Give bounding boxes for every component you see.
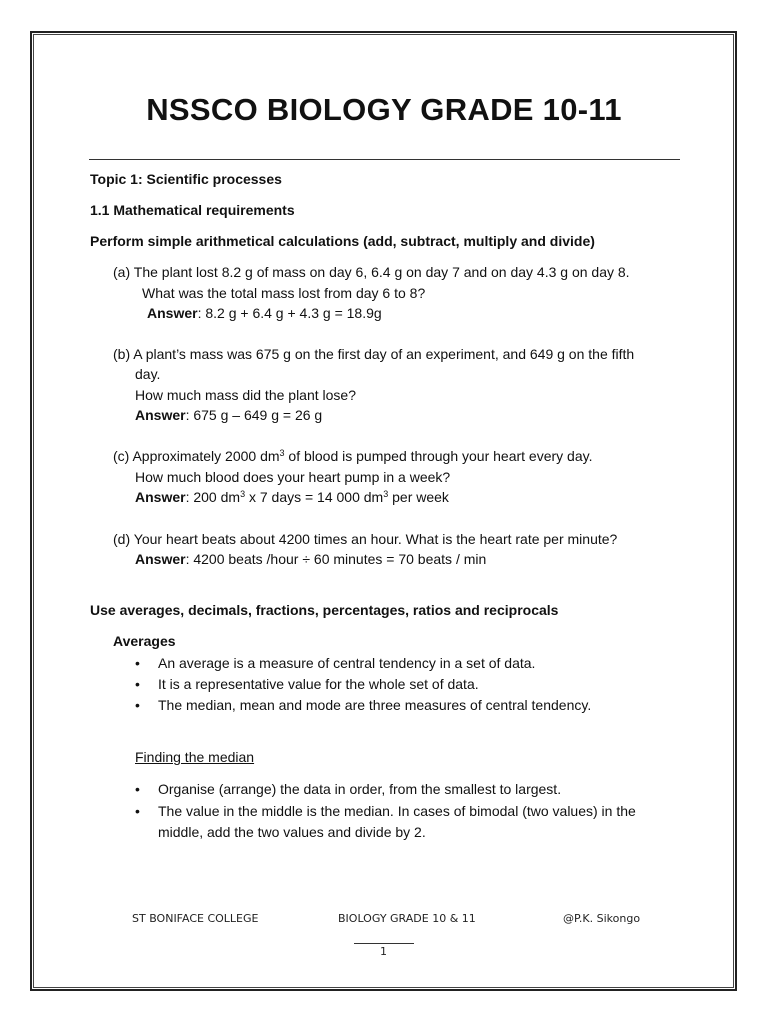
question-b-answer: [135, 407, 322, 423]
bullet-icon: •: [135, 697, 140, 713]
question-a-line1: [113, 264, 630, 280]
footer-school: ST BONIFACE COLLEGE: [132, 912, 259, 925]
question-b-line2: day.: [135, 366, 161, 382]
question-d-line1: [113, 531, 617, 547]
answer-label: Answer: [147, 305, 198, 321]
page-number: 1: [380, 945, 387, 958]
answer-text: : 675 g – 649 g = 26 g: [185, 407, 323, 423]
question-c-line2: How much blood does your heart pump in a week?: [135, 469, 451, 485]
question-b-label: (b): [113, 346, 131, 362]
question-c-answer: Answer: 200 $dm^3$ x 7 days = 14 000 $dm^3$ per week: [135, 489, 449, 505]
question-b-text: A plant’s mass was 675 g on the first day of an experiment, and 649 g on the fifth: [133, 346, 635, 362]
averages-bullet: The median, mean and mode are three measures of central tendency.: [158, 697, 592, 713]
averages-subheading: Use averages, decimals, fractions, percentages, ratios and reciprocals: [90, 602, 559, 618]
averages-heading: Averages: [113, 633, 176, 649]
footer-author: @P.K. Sikongo: [563, 912, 641, 925]
bullet-icon: •: [135, 803, 140, 819]
question-d-text: Your heart beats about 4200 times an hour. What is the heart rate per minute?: [133, 531, 618, 547]
page-number-rule: [354, 943, 414, 944]
median-bullet-continued: middle, add the two values and divide by 2.: [158, 824, 426, 840]
bullet-icon: •: [135, 655, 140, 671]
footer-subject: BIOLOGY GRADE 10 & 11: [338, 912, 476, 925]
answer-text: : 4200 beats /hour ÷ 60 minutes = 70 beats / min: [185, 551, 487, 567]
question-b-line3: How much mass did the plant lose?: [135, 387, 356, 403]
question-a-label: (a): [113, 264, 131, 280]
bullet-icon: •: [135, 781, 140, 797]
arithmetic-subheading: Perform simple arithmetical calculations (add, subtract, multiply and divide): [90, 233, 595, 249]
answer-label: Answer: [135, 407, 186, 423]
question-a-line2: What was the total mass lost from day 6 to 8?: [142, 285, 426, 301]
median-bullet: The value in the middle is the median. In cases of bimodal (two values) in the: [158, 803, 636, 819]
answer-label: Answer: [135, 489, 186, 505]
question-c-text: Approximately 2000 $dm^3$ of blood is pumped through your heart every day.: [132, 448, 593, 464]
question-d-answer: [135, 551, 486, 567]
question-d-label: (d): [113, 531, 131, 547]
question-a-text: The plant lost 8.2 g of mass on day 6, 6.4 g on day 7 and on day 4.3 g on day 8.: [133, 264, 630, 280]
median-heading: Finding the median: [135, 749, 255, 765]
averages-bullet: It is a representative value for the whole set of data.: [158, 676, 479, 692]
section-heading: 1.1 Mathematical requirements: [90, 202, 295, 218]
averages-bullet: An average is a measure of central tendency in a set of data.: [158, 655, 536, 671]
question-a-answer: [147, 305, 382, 321]
question-c-line1: [113, 448, 592, 464]
document-title: NSSCO BIOLOGY GRADE 10-11: [146, 92, 622, 127]
title-divider: [89, 159, 680, 160]
answer-label: Answer: [135, 551, 186, 567]
median-bullet: Organise (arrange) the data in order, from the smallest to largest.: [158, 781, 562, 797]
bullet-icon: •: [135, 676, 140, 692]
question-c-label: (c): [113, 448, 130, 464]
question-b-line1: [113, 346, 634, 362]
topic-heading: Topic 1: Scientific processes: [90, 171, 282, 187]
answer-text: : 8.2 g + 6.4 g + 4.3 g = 18.9g: [197, 305, 382, 321]
